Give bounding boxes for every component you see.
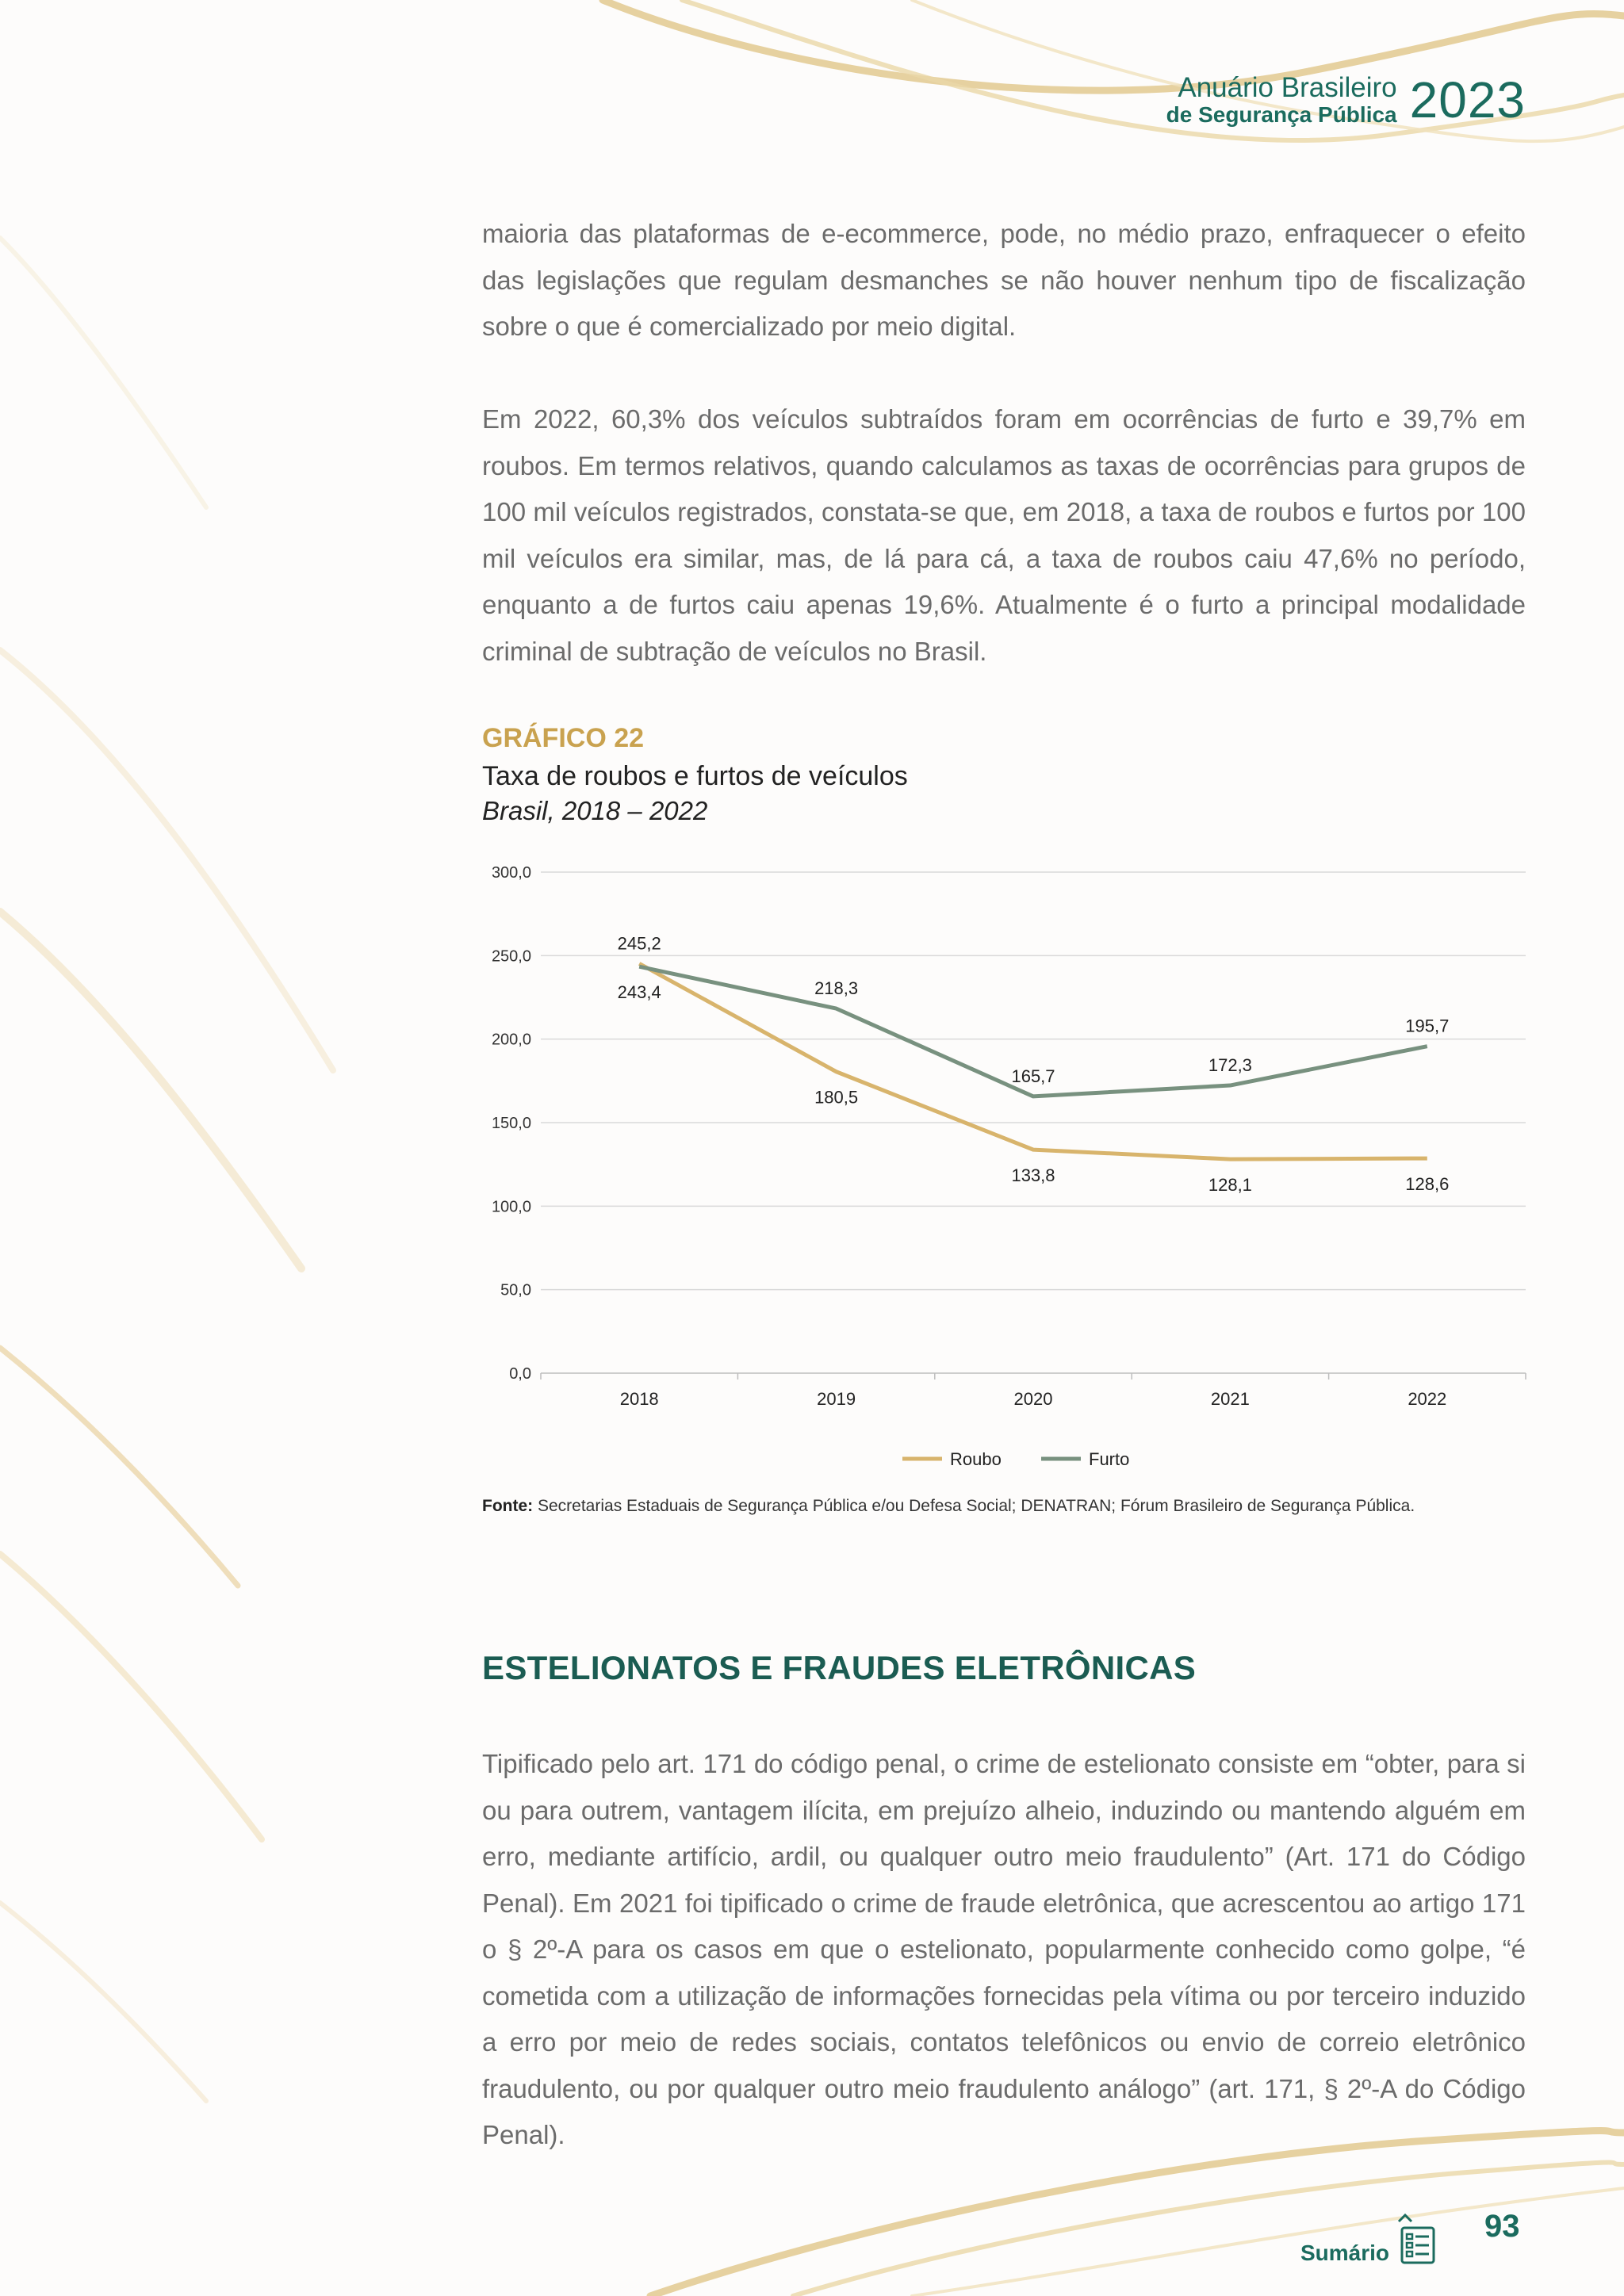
y-tick-label: 50,0 [500, 1281, 531, 1299]
figure-source [482, 1497, 1415, 1516]
y-tick-label: 300,0 [491, 864, 531, 882]
body-paragraph-3: Tipificado pelo art. 171 do código penal, o crime de estelionato consiste em “obter, para si ou para outrem, vantagem ilícita, em prejuízo alheio, induzindo ou mantendo alguém em erro, mediante artifício, ardil, ou qualquer outro meio fraudulento” (Art. 171 do Código Penal). Em 2021 foi tipificado o crime de fraude eletrônica, que acrescentou ao artigo 171 o § 2º-A para os casos em que o estelionato, popularmente conhecido como golpe, “é cometida com a utilização de informações fornecidas pela vítima ou por terceiro induzido a erro por meio de redes sociais, contatos telefônicos ou envio de correio eletrônico fraudulento, ou por qualquer outro meio fraudulento análogo” (art. 171, § 2º-A do Código Penal). [482, 1749, 1526, 2149]
legend-label-furto: Furto [1089, 1449, 1130, 1469]
summary-link[interactable] [1300, 2210, 1438, 2266]
publication-brand [1166, 73, 1526, 127]
x-tick-label: 2020 [1013, 1389, 1053, 1409]
data-label-furto: 243,4 [617, 982, 661, 1003]
section-heading: ESTELIONATOS E FRAUDES ELETRÔNICAS [482, 1649, 1197, 1686]
figure-subtitle: Brasil, 2018 – 2022 [482, 796, 708, 825]
legend-label-roubo: Roubo [950, 1449, 1002, 1469]
x-tick-label: 2021 [1210, 1389, 1250, 1409]
data-label-roubo: 245,2 [617, 933, 661, 954]
data-label-roubo: 133,8 [1011, 1165, 1055, 1186]
body-paragraph-2: Em 2022, 60,3% dos veículos subtraídos foram em ocorrências de furto e 39,7% em roubos. Em termos relativos, quando calculamos as taxas de ocorrências para grupos de 100 mil veículos registrados, constata-se que, em 2018, a taxa de roubos e furtos por 100 mil veículos era similar, mas, de lá para cá, a taxa de roubos caiu 47,6% no período, enquanto a de furtos caiu apenas 19,6%. Atualmente é o furto a principal modalidade criminal de subtração de veículos no Brasil. [482, 404, 1526, 666]
body-paragraph-1: maioria das plataformas de e-ecommerce, pode, no médio prazo, enfraquecer o efeito das legislações que regulam desmanches se não houver nenhum tipo de fiscalização sobre o que é comercializado por meio digital. [482, 219, 1526, 341]
x-tick-label: 2018 [619, 1389, 659, 1409]
brand-title: Anuário Brasileiro [1178, 72, 1397, 103]
brand-subtitle: de Segurança Pública [1166, 102, 1397, 127]
figure-title: Taxa de roubos e furtos de veículos [482, 761, 908, 791]
source-text: Secretarias Estaduais de Segurança Pública e/ou Defesa Social; DENATRAN; Fórum Brasileiro de Segurança Pública. [533, 1497, 1415, 1515]
data-label-furto: 172,3 [1208, 1055, 1252, 1076]
line-chart [476, 856, 1530, 1490]
data-label-roubo: 128,6 [1405, 1174, 1450, 1195]
y-tick-label: 0,0 [509, 1365, 531, 1383]
summary-label: Sumário [1300, 2241, 1390, 2265]
data-label-roubo: 180,5 [814, 1087, 859, 1108]
data-label-roubo: 128,1 [1208, 1175, 1252, 1196]
y-tick-label: 250,0 [491, 947, 531, 966]
figure-label: GRÁFICO 22 [482, 723, 645, 753]
summary-icon [1397, 2210, 1438, 2266]
y-tick-label: 150,0 [491, 1115, 531, 1132]
brand-year: 2023 [1409, 71, 1526, 128]
source-label: Fonte: [482, 1497, 534, 1515]
x-tick-label: 2022 [1408, 1389, 1447, 1409]
data-label-furto: 218,3 [814, 978, 859, 999]
x-tick-label: 2019 [817, 1389, 856, 1409]
page-number: 93 [1484, 2209, 1520, 2244]
data-label-furto: 165,7 [1011, 1066, 1055, 1086]
y-tick-label: 200,0 [491, 1031, 531, 1049]
y-tick-label: 100,0 [491, 1198, 531, 1216]
data-label-furto: 195,7 [1405, 1016, 1450, 1036]
